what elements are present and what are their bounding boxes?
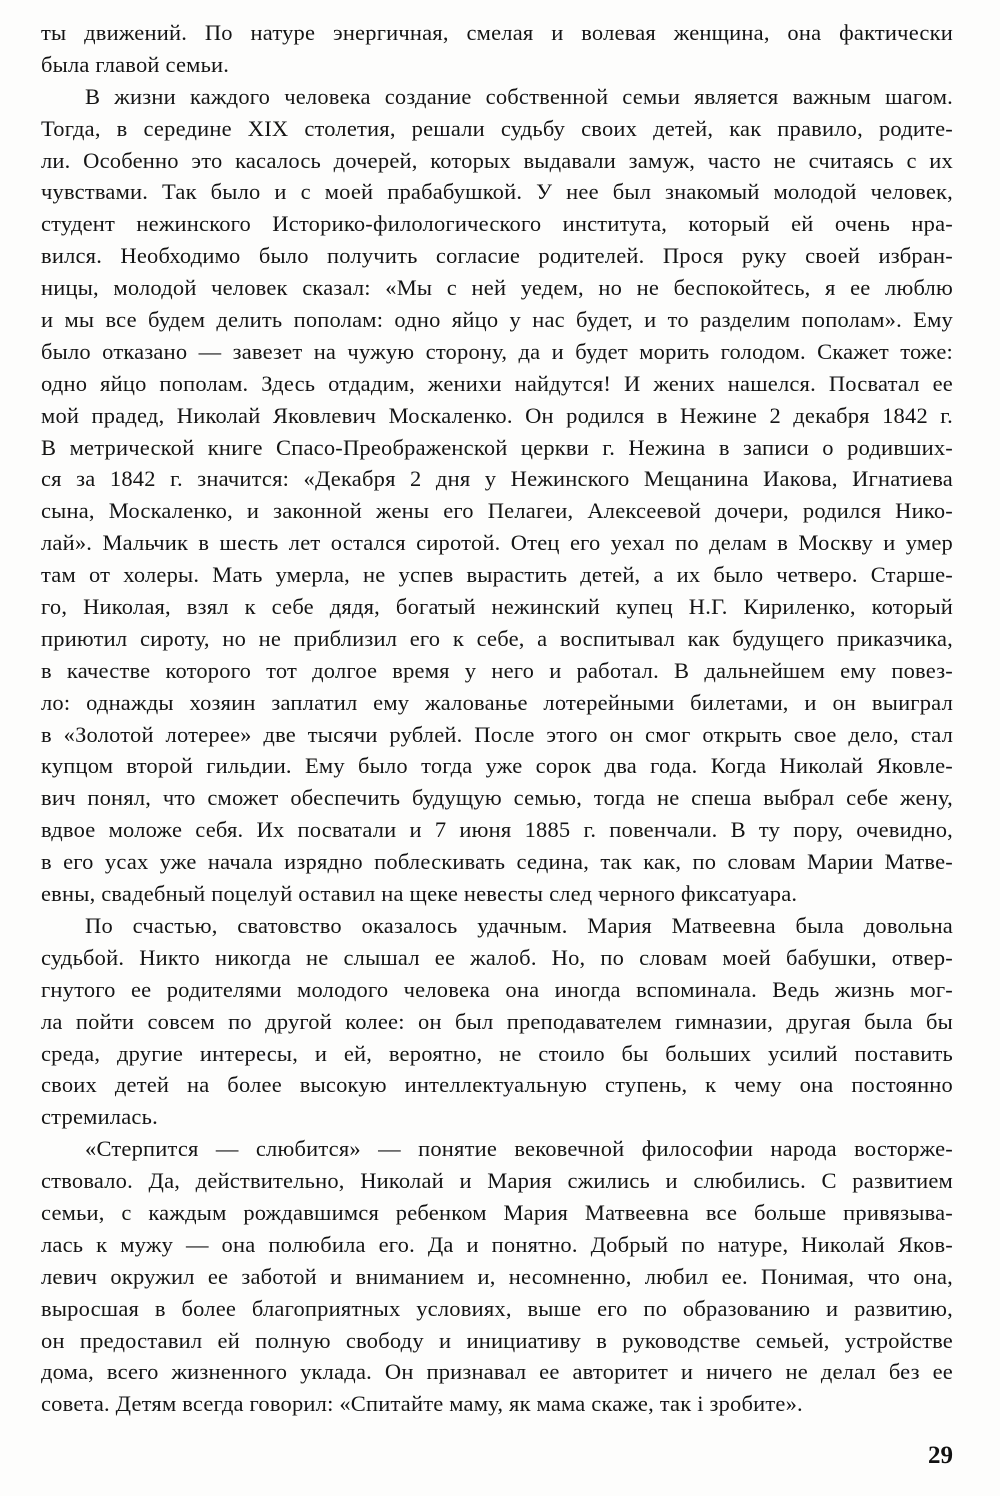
text-line: он предоставил ей полную свободу и инициативу в руководстве семьей, устройстве (41, 1327, 953, 1353)
text-line: было отказано — завезет на чужую сторону, да и будет морить голодом. Скажет тоже: (41, 338, 953, 364)
text-line: ты движений. По натуре энергичная, смелая и волевая женщина, она фактически (41, 20, 953, 45)
text-line: и мы все будем делить пополам: одно яйцо у нас будет, и то разделим пополам». Ему (41, 307, 953, 333)
page-number: 29 (928, 1442, 953, 1469)
text-line: ла пойти совсем по другой колее: он был преподавателем гимназии, другая была бы (41, 1008, 953, 1034)
text-line: стремилась. (41, 1104, 158, 1130)
text-line: сына, Москаленко, и законной жены его Пелагеи, Алексеевой дочери, родился Нико- (41, 498, 953, 524)
text-line: была главой семьи. (41, 51, 230, 77)
text-line: чувствами. Так было и с моей прабабушкой. У нее был знакомый молодой человек, (41, 179, 953, 205)
text-line: гнутого ее родителями молодого человека она иногда вспоминала. Ведь жизнь мог- (41, 976, 953, 1002)
text-line: среда, другие интересы, и ей, вероятно, не стоило бы больших усилий поставить (41, 1040, 953, 1066)
text-line: купцом второй гильдии. Ему было тогда уже сорок два года. Когда Николай Яковле- (41, 753, 953, 779)
text-line: «Стерпится — слюбится» — понятие вековечной философии народа восторже- (85, 1136, 953, 1162)
paragraph (41, 81, 953, 910)
text-line: студент нежинского Историко-филологического института, который ей очень нра- (41, 211, 953, 237)
text-line: В метрической книге Спасо-Преображенской церкви г. Нежина в записи о родивших- (41, 434, 953, 460)
text-line: ся за 1842 г. значится: «Декабря 2 дня у Нежинского Мещанина Иакова, Игнатиева (41, 466, 953, 492)
text-line: лась к мужу — она полюбила его. Да и понятно. Добрый по натуре, Николай Яков- (41, 1231, 953, 1257)
text-line: вился. Необходимо было получить согласие родителей. Прося руку своей избран- (41, 243, 953, 269)
text-line: го, Николая, взял к себе дядя, богатый нежинский купец Н.Г. Кириленко, который (41, 594, 953, 620)
text-line: мой прадед, Николай Яковлевич Москаленко. Он родился в Нежине 2 декабря 1842 г. (41, 402, 953, 428)
paragraph (41, 910, 953, 1133)
text-line: там от холеры. Мать умерла, не успев вырастить детей, а их было четверо. Старше- (41, 562, 953, 588)
text-line: дома, всего жизненного уклада. Он признавал ее авторитет и ничего не делал без ее (41, 1359, 953, 1385)
text-line: в его усах уже начала изрядно поблескивать седина, так как, по словам Марии Матве- (41, 849, 953, 875)
text-line: ло: однажды хозяин заплатил ему жалованье лотерейными билетами, и он выиграл (41, 689, 953, 715)
text-line: ли. Особенно это касалось дочерей, которых выдавали замуж, часто не считаясь с их (41, 147, 953, 173)
text-block (41, 17, 953, 1420)
text-line: ствовало. Да, действительно, Николай и Мария сжились и слюбились. С развитием (41, 1168, 953, 1194)
text-line: вич понял, что сможет обеспечить будущую семью, тогда не спеша выбрал себе жену, (41, 785, 953, 811)
text-line: По счастью, сватовство оказалось удачным. Мария Матвеевна была довольна (85, 912, 953, 938)
text-line: в «Золотой лотерее» две тысячи рублей. После этого он смог открыть свое дело, стал (41, 721, 953, 747)
paragraph (41, 17, 953, 81)
text-line: вдвое моложе себя. Их посватали и 7 июня 1885 г. повенчали. В ту пору, очевидно, (41, 817, 953, 843)
text-line: одно яйцо пополам. Здесь отдадим, женихи найдутся! И жених нашелся. Посватал ее (41, 370, 953, 396)
text-line: приютил сироту, но не приблизил его к себе, а воспитывал как будущего приказчика, (41, 625, 953, 651)
text-line: своих детей на более высокую интеллектуальную ступень, к чему она постоянно (41, 1072, 953, 1098)
text-line: лай». Мальчик в шесть лет остался сиротой. Отец его уехал по делам в Москву и умер (41, 530, 953, 556)
text-line: ницы, молодой человек сказал: «Мы с ней уедем, но не беспокойтесь, я ее люблю (41, 275, 953, 301)
text-line: в качестве которого тот долгое время у него и работал. В дальнейшем ему повез- (41, 657, 953, 683)
text-line: судьбой. Никто никогда не слышал ее жалоб. Но, по словам моей бабушки, отвер- (41, 944, 953, 970)
text-line: совета. Детям всегда говорил: «Спитайте маму, як мама скаже, так і зробите». (41, 1391, 803, 1417)
text-line: выросшая в более благоприятных условиях, выше его по образованию и развитию, (41, 1295, 953, 1321)
text-line: евны, свадебный поцелуй оставил на щеке невесты след черного фиксатуара. (41, 881, 798, 907)
text-line: Тогда, в середине XIX столетия, решали судьбу своих детей, как правило, родите- (41, 115, 953, 141)
text-line: левич окружил ее заботой и вниманием и, несомненно, любил ее. Понимая, что она, (41, 1263, 953, 1289)
text-line: В жизни каждого человека создание собственной семьи является важным шагом. (85, 83, 953, 109)
text-line: семьи, с каждым рождавшимся ребенком Мария Матвеевна все больше привязыва- (41, 1199, 953, 1225)
paragraph (41, 1133, 953, 1420)
